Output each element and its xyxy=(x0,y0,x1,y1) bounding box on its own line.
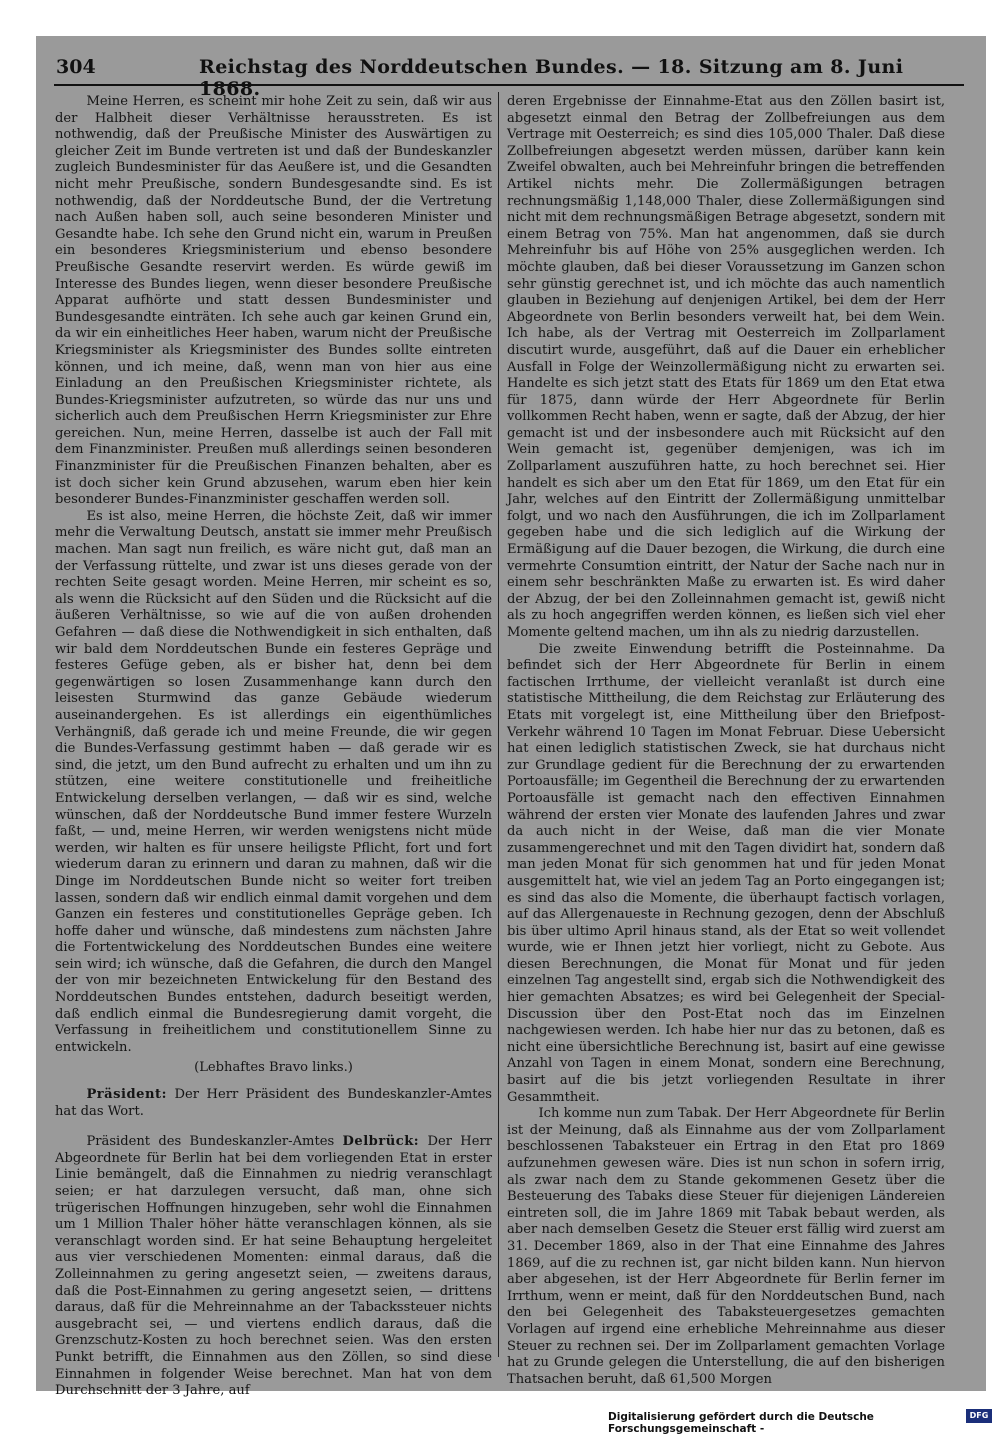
running-title: Reichstag des Norddeutschen Bundes. — 18. Sitzung am 8. Juni 1868. xyxy=(199,56,904,100)
page-number: 304 xyxy=(56,56,96,78)
left-column xyxy=(55,94,492,1399)
paragraph: Ich komme nun zum Tabak. Der Herr Abgeordnete für Berlin ist der Meinung, daß als Einnahme aus der vom Zollparlament beschlossenen Tabaksteuer ein Ertrag in den Etat pro 1869 aufzunehmen gewesen wäre. Dies ist nun schon in sofern irrig, als zwar nach dem zu Stande gekommenen Gesetz über die Besteuerung des Tabaks diese Steuer für diejenigen Ländereien eintreten soll, die im Jahre 1869 mit Tabak bebaut werden, als aber nach demselben Gesetz die Steuer erst fällig wird zuerst am 31. December 1869, also in der That eine Einnahme des Jahres 1869, auf die zu rechnen ist, gar nicht bilden kann. Nun hiervon aber abgesehen, ist der Herr Abgeordnete für Berlin ferner im Irrthum, wenn er meint, daß für den Norddeutschen Bund, nach den bei Gelegenheit des Tabaksteuergesetzes gemachten Vorlagen auf irgend eine erhebliche Mehreinnahme aus dieser Steuer zu rechnen sei. Der im Zollparlament gemachten Vorlage hat zu Grunde gelegen die Unterstellung, die auf den bisherigen Thatsachen beruht, daß 61,500 Morgen xyxy=(507,1106,945,1387)
paragraph xyxy=(55,1087,492,1120)
dfg-logo: DFG xyxy=(966,1409,992,1423)
page-header xyxy=(54,54,964,100)
paragraph: Es ist also, meine Herren, die höchste Zeit, daß wir immer mehr die Verwaltung Deutsch, anstatt sie immer mehr Preußisch machen. Man sagt nun freilich, es wäre nicht gut, daß man an der Verfassung rüttelte, und zwar ist uns dieses gerade von der rechten Seite gesagt worden. Meine Herren, mir scheint es so, als wenn die Rücksicht auf den Süden und die Rücksicht auf die äußeren Verhältnisse, so wie auf die von außen drohenden Gefahren — daß diese die Nothwendigkeit in sich enthalten, daß wir bald dem Norddeutschen Bunde ein festeres Gepräge und festeres Gefüge geben, als er bisher hat, denn bei dem gegenwärtigen so losen Zusammenhange kann durch den leisesten Sturmwind das ganze Gebäude wiederum auseinandergehen. Es ist allerdings ein eigenthümliches Verhängniß, daß gerade ich und meine Freunde, die wir gegen die Bundes-Verfassung gestimmt haben — daß gerade wir es sind, die jetzt, um den Bund aufrecht zu erhalten und um ihn zu stützen, eine weitere constitutionelle und freiheitliche Entwickelung derselben verlangen, — daß wir es sind, welche wünschen, daß der Norddeutsche Bund immer festere Wurzeln faßt, — und, meine Herren, wir werden wenigstens nicht müde werden, wir halten es für unsere heiligste Pflicht, fort und fort wiederum daran zu erinnern und daran zu mahnen, daß wir die Dinge im Norddeutschen Bunde nicht so weiter fort treiben lassen, sondern daß wir endlich einmal damit vorgehen und dem Ganzen ein festeres und constitutionelles Gepräge geben. Ich hoffe daher und wünsche, daß mindestens zum nächsten Jahre die Fortentwickelung des Norddeutschen Bundes eine weitere sein wird; ich wünsche, daß die Gefahren, die durch den Mangel der von mir bezeichneten Entwickelung für den Bestand des Norddeutschen Bundes entstehen, dadurch beseitigt werden, daß endlich einmal die Bundesregierung damit vorgeht, die Verfassung in freiheitlichem und constitutionellem Sinne zu entwickeln. xyxy=(55,508,492,1055)
speech-text: Der Herr Präsident des Bundeskanzler-Amtes hat das Wort. xyxy=(55,1087,492,1119)
digitization-credit: Digitalisierung gefördert durch die Deutsche Forschungsgemeinschaft - xyxy=(608,1411,874,1435)
speaker-intro: Präsident des Bundeskanzler-Amtes xyxy=(86,1134,343,1150)
paragraph xyxy=(55,1134,492,1400)
column-divider xyxy=(498,92,499,1357)
speech-text: Der Herr Abgeordnete für Berlin hat bei dem vorliegenden Etat in erster Linie bemängelt, daß die Einnahmen zu niedrig veranschlagt seien; er hat darzulegen versucht, daß man, ohne sich trügerischen Hoffnungen hinzugeben, sehr wohl die Einnahmen um 1 Million Thaler höher hätte veranschlagen können, als sie veranschlagt worden sind. Er hat seine Behauptung hergeleitet aus vier verschiedenen Momenten: einmal daraus, daß die Zolleinnahmen zu gering angesetzt seien, — zweitens daraus, daß die Post-Einnahmen zu gering angesetzt seien, — drittens daraus, daß für die Mehreinnahme an der Tabackssteuer nichts ausgebracht sei, — und viertens endlich daraus, daß die Grenzschutz-Kosten zu hoch berechnet seien. Was den ersten Punkt betrifft, die Einnahmen aus den Zöllen, so sind diese Einnahmen in folgender Weise berechnet. Man hat von dem Durchschnitt der 3 Jahre, auf xyxy=(55,1134,492,1399)
speaker-name: Delbrück: xyxy=(342,1134,420,1150)
paragraph: Meine Herren, es scheint mir hohe Zeit zu sein, daß wir aus der Halbheit dieser Verhältnisse herausstreten. Es ist nothwendig, daß der Preußische Minister des Auswärtigen zu gleicher Zeit im Bunde vertreten ist und daß der Bundeskanzler zugleich Bundesminister für das Aeußere ist, und die Gesandten nicht mehr Preußische, sondern Bundesgesandte sind. Es ist nothwendig, daß der Norddeutsche Bund, der die Vertretung nach Außen haben soll, auch seine besonderen Minister und Gesandte habe. Ich sehe den Grund nicht ein, warum in Preußen ein besonderes Kriegsministerium und ebenso besondere Preußische Gesandte reservirt werden. Es würde gewiß im Interesse des Bundes liegen, wenn dieser besondere Preußische Apparat aufhörte und statt dessen Bundesminister und Bundesgesandte einträten. Ich sehe auch gar keinen Grund ein, da wir ein einheitliches Heer haben, warum nicht der Preußische Kriegsminister als Kriegsminister des Bundes sollte eintreten können, und ich meine, daß, wenn man von hier aus eine Einladung an den Preußischen Kriegsminister richtete, als Bundes-Kriegsminister aufzutreten, so würde das nur uns und sicherlich auch dem Preußischen Herrn Kriegsminister zur Ehre gereichen. Nun, meine Herren, dasselbe ist auch der Fall mit dem Finanzminister. Preußen muß allerdings seinen besonderen Finanzminister für die Preußischen Finanzen behalten, aber es ist doch sicher kein Grund abzusehen, warum eben hier kein besonderer Bundes-Finanzminister geschaffen werden soll. xyxy=(55,94,492,508)
paragraph: Die zweite Einwendung betrifft die Posteinnahme. Da befindet sich der Herr Abgeordnete für Berlin in einem factischen Irrthume, der vielleicht veranlaßt ist durch eine statistische Mittheilung, die dem Reichstag zur Erläuterung des Etats mit vorgelegt ist, eine Mittheilung über den Briefpost-Verkehr während 10 Tagen im Monat Februar. Diese Uebersicht hat einen lediglich statistischen Zweck, sie hat durchaus nicht zur Grundlage gedient für die Berechnung der zu erwartenden Portoausfälle; im Gegentheil die Berechnung der zu erwartenden Portoausfälle ist gemacht nach den effectiven Einnahmen während der ersten vier Monate des laufenden Jahres und zwar da auch nicht in der Weise, daß man die vier Monate zusammengerechnet und mit den Tagen dividirt hat, sondern daß man jeden Monat für sich genommen hat und für jeden Monat ausgemittelt hat, wie viel an jedem Tag an Porto eingegangen ist; es sind das also die Momente, die überhaupt factisch vorlagen, auf das Allergenaueste in Rechnung gezogen, denn der Abschluß bis über ultimo April hinaus stand, als der Etat so weit vollendet wurde, wie er Ihnen jetzt hier vorliegt, nicht zu Gebote. Aus diesen Berechnungen, die Monat für Monat und für jeden einzelnen Tag angestellt sind, ergab sich die Nothwendigkeit des hier gemachten Absatzes; es wird bei Gelegenheit der Special-Discussion über den Post-Etat noch das im Einzelnen nachgewiesen werden. Ich habe hier nur das zu betonen, daß es nicht eine übersichtliche Berechnung ist, basirt auf eine gewisse Anzahl von Tagen in einem Monat, sondern eine Berechnung, basirt auf die bis jetzt vorliegenden Resultate in ihrer Gesammtheit. xyxy=(507,641,945,1105)
right-column xyxy=(507,94,946,1387)
applause-note: (Lebhaftes Bravo links.) xyxy=(194,1060,353,1076)
speaker-name: Präsident: xyxy=(86,1087,167,1103)
paragraph: deren Ergebnisse der Einnahme-Etat aus den Zöllen basirt ist, abgesetzt einmal den Betrag der Zollbefreiungen aus dem Vertrage mit Oesterreich; es sind dies 105,000 Thaler. Daß diese Zollbefreiungen abgesetzt werden müssen, darüber kann kein Zweifel obwalten, auch bei Mehreinfuhr bringen die betreffenden Artikel nichts mehr. Die Zollermäßigungen betragen rechnungsmäßig 1,148,000 Thaler, diese Zollermäßigungen sind nicht mit dem rechnungsmäßigen Betrage abgesetzt, sondern mit einem Betrag von 75%. Man hat angenommen, daß sie durch Mehreinfuhr bis auf Höhe von 25% ausgeglichen werden. Ich möchte glauben, daß bei dieser Voraussetzung im Ganzen schon sehr günstig gerechnet ist, und ich möchte das auch namentlich glauben in Beziehung auf denjenigen Artikel, bei dem der Herr Abgeordnete von Berlin besonders verweilt hat, bei dem Wein. Ich habe, als der Vertrag mit Oesterreich im Zollparlament discutirt wurde, ausgeführt, daß auf die Dauer ein erheblicher Ausfall in Folge der Weinzollermäßigung nicht zu erwarten sei. Handelte es sich jetzt statt des Etats für 1869 um den Etat etwa für 1875, dann würde der Herr Abgeordnete für Berlin vollkommen Recht haben, wenn er sagte, daß der Abzug, der hier gemacht ist und der insbesondere auch mit Rücksicht auf den Wein gemacht ist, gegenüber demjenigen, was ich im Zollparlament auszuführen hatte, zu hoch berechnet sei. Hier handelt es sich aber um den Etat für 1869, um den Etat für ein Jahr, welches auf den Eintritt der Zollermäßigung unmittelbar folgt, und wo nach den Ausführungen, die ich im Zollparlament gegeben habe und die sich lediglich auf die Wirkung der Ermäßigung auf die Dauer bezogen, die Wirkung, die durch eine vermehrte Consumtion eintritt, der Natur der Sache nach nur in einem sehr beschränkten Maße zu erwarten ist. Es wird daher der Abzug, der bei den Zolleinnahmen gemacht ist, gewiß nicht als zu hoch angegriffen werden können, es ließen sich viel eher Momente geltend machen, um ihn als zu niedrig darzustellen. xyxy=(507,94,946,640)
